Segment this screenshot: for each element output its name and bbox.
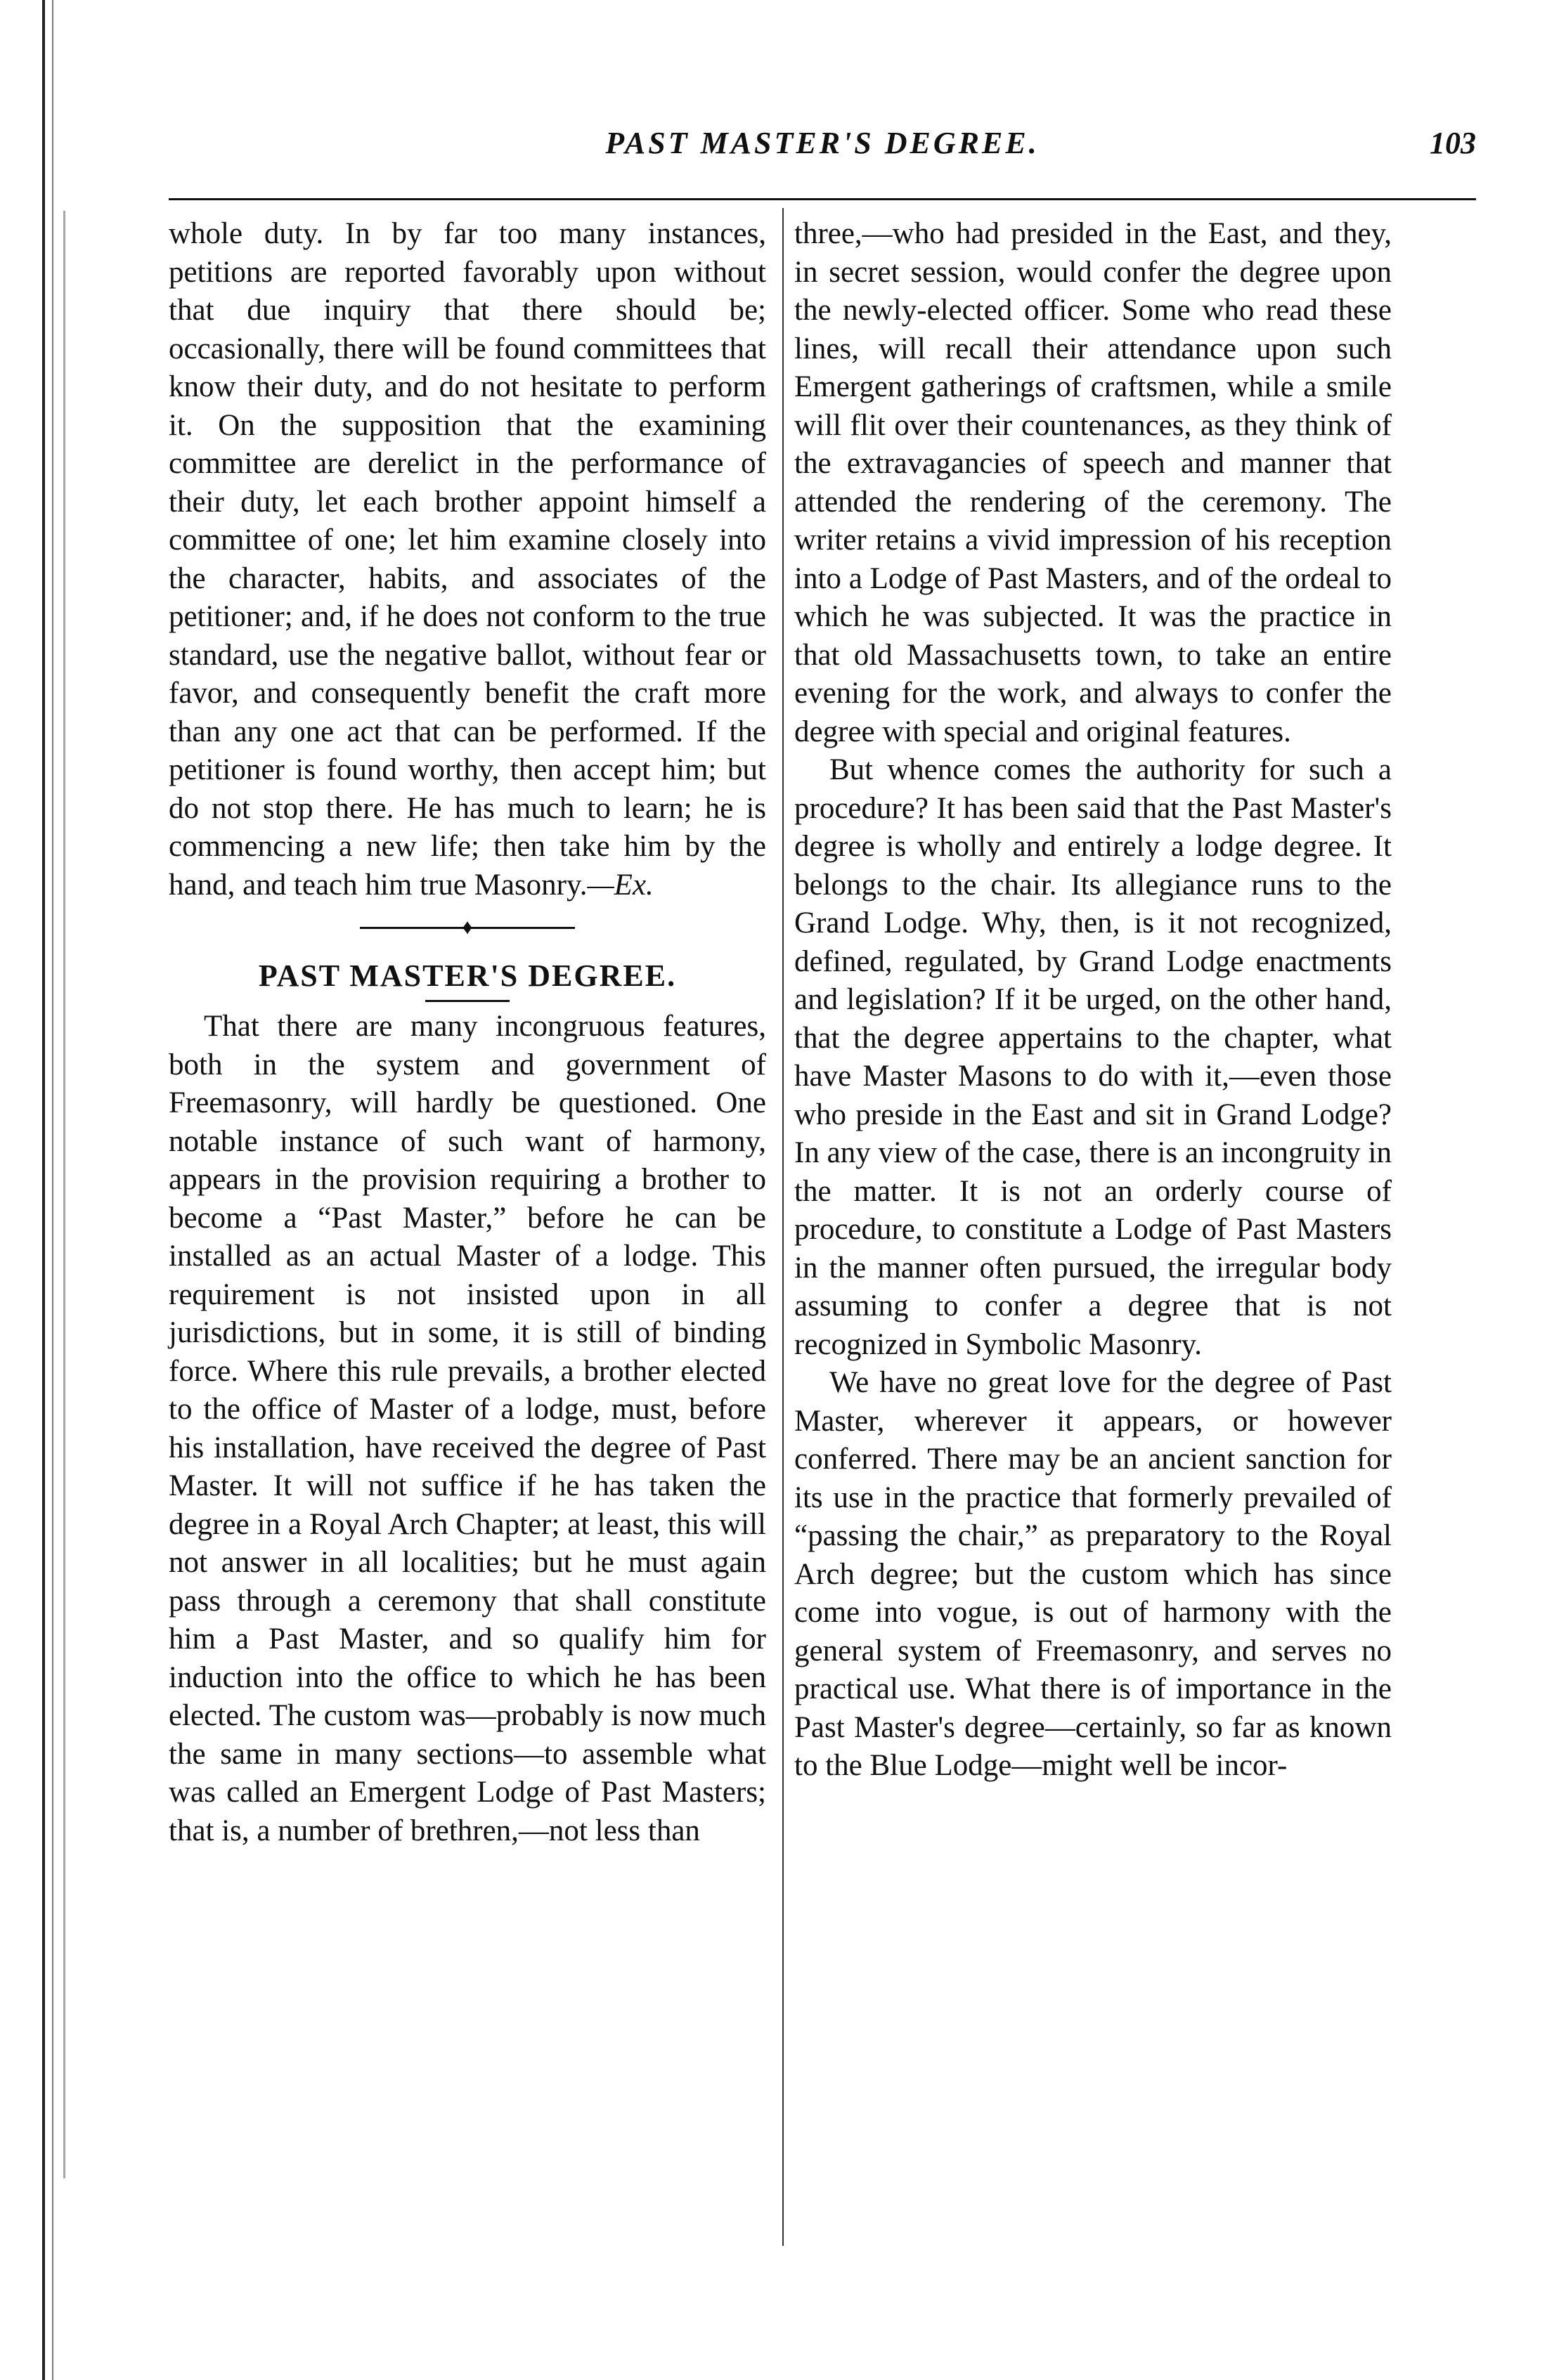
page-number: 103 xyxy=(1430,126,1476,160)
running-title: PAST MASTER'S DEGREE. xyxy=(605,126,1040,160)
source-attribution: —Ex. xyxy=(587,868,654,902)
heading-rule xyxy=(425,1000,510,1002)
right-column xyxy=(794,215,1392,1786)
right-paragraph-1: three,—who had presided in the East, and they, in secret session, would confer the degree upon the newly-elected officer. Some who read these lines, will recall their attendance upon such Emergent gatherings of craftsmen, while a smile will flit over their countenances, as they think of the extravagancies of speech and manner that attended the rendering of the ceremony. The writer retains a vivid impression of his reception into a Lodge of Past Masters, and of the ordeal to which he was subjected. It was the practice in that old Massachusetts town, to take an entire evening for the work, and always to confer the degree with special and original features. xyxy=(794,217,1392,748)
left-paragraph-2: That there are many incongruous features, both in the system and government of Freemasonry, will hardly be questioned. One notable instance of such want of harmony, appears in the provision requiring a brother to become a “Past Master,” before he can be installed as an actual Master of a lodge. This requirement is not insisted upon in all jurisdictions, but in some, it is still of binding force. Where this rule prevails, a brother elected to the office of Master of a lodge, must, before his installation, have received the degree of Past Master. It will not suffice if he has taken the degree in a Royal Arch Chapter; at least, this will not answer in all localities; but he must again pass through a ceremony that shall constitute him a Past Master, and so qualify him for induction into the office to which he has been elected. The custom was—probably is now much the same in many sections—to assemble what was called an Emergent Lodge of Past Masters; that is, a number of brethren,—not less than xyxy=(169,1010,766,1847)
header-rule xyxy=(169,198,1476,200)
binding-edge xyxy=(0,0,84,2380)
section-divider xyxy=(169,904,766,951)
left-paragraph-continued: whole duty. In by far too many instances, petitions are reported favorably upon without that due inquiry that there should be; occasionally, there will be found committees that know their duty, and do not hesitate to perform it. On the supposition that the examining committee are derelict in the performance of their duty, let each brother appoint himself a committee of one; let him examine closely into the character, habits, and associates of the petitioner; and, if he does not conform to the true standard, use the negative ballot, without fear or favor, and consequently benefit the craft more than any one act that can be performed. If the petitioner is found worthy, then accept him; but do not stop there. He has much to learn; he is commencing a new life; then take him by the hand, and teach him true Masonry.—Ex. xyxy=(169,217,766,902)
left-column xyxy=(169,215,766,1850)
right-paragraph-3: We have no great love for the degree of Past Master, wherever it appears, or however conferred. There may be an ancient sanction for its use in the practice that formerly prevailed of “passing the chair,” as preparatory to the Royal Arch degree; but the custom which has since come into vogue, is out of harmony with the general system of Freemasonry, and serves no practical use. What there is of importance in the Past Master's degree—certainly, so far as known to the Blue Lodge—might well be incor- xyxy=(794,1366,1392,1782)
divider-ornament-icon: ♦ xyxy=(462,916,473,939)
right-paragraph-2: But whence comes the authority for such a procedure? It has been said that the Past Master's degree is wholly and entirely a lodge degree. It belongs to the chair. Its allegiance runs to the Grand Lodge. Why, then, is it not recognized, defined, regulated, by Grand Lodge enactments and legislation? If it be urged, on the other hand, that the degree appertains to the chapter, what have Master Masons to do with it,—even those who preside in the East and sit in Grand Lodge? In any view of the case, there is an incongruity in the matter. It is not an orderly course of procedure, to constitute a Lodge of Past Masters in the manner often pursued, the irregular body assuming to confer a degree that is not recognized in Symbolic Masonry. xyxy=(794,753,1392,1361)
section-heading: PAST MASTER'S DEGREE. xyxy=(258,958,677,993)
column-divider xyxy=(782,208,784,2246)
running-head xyxy=(169,125,1476,181)
